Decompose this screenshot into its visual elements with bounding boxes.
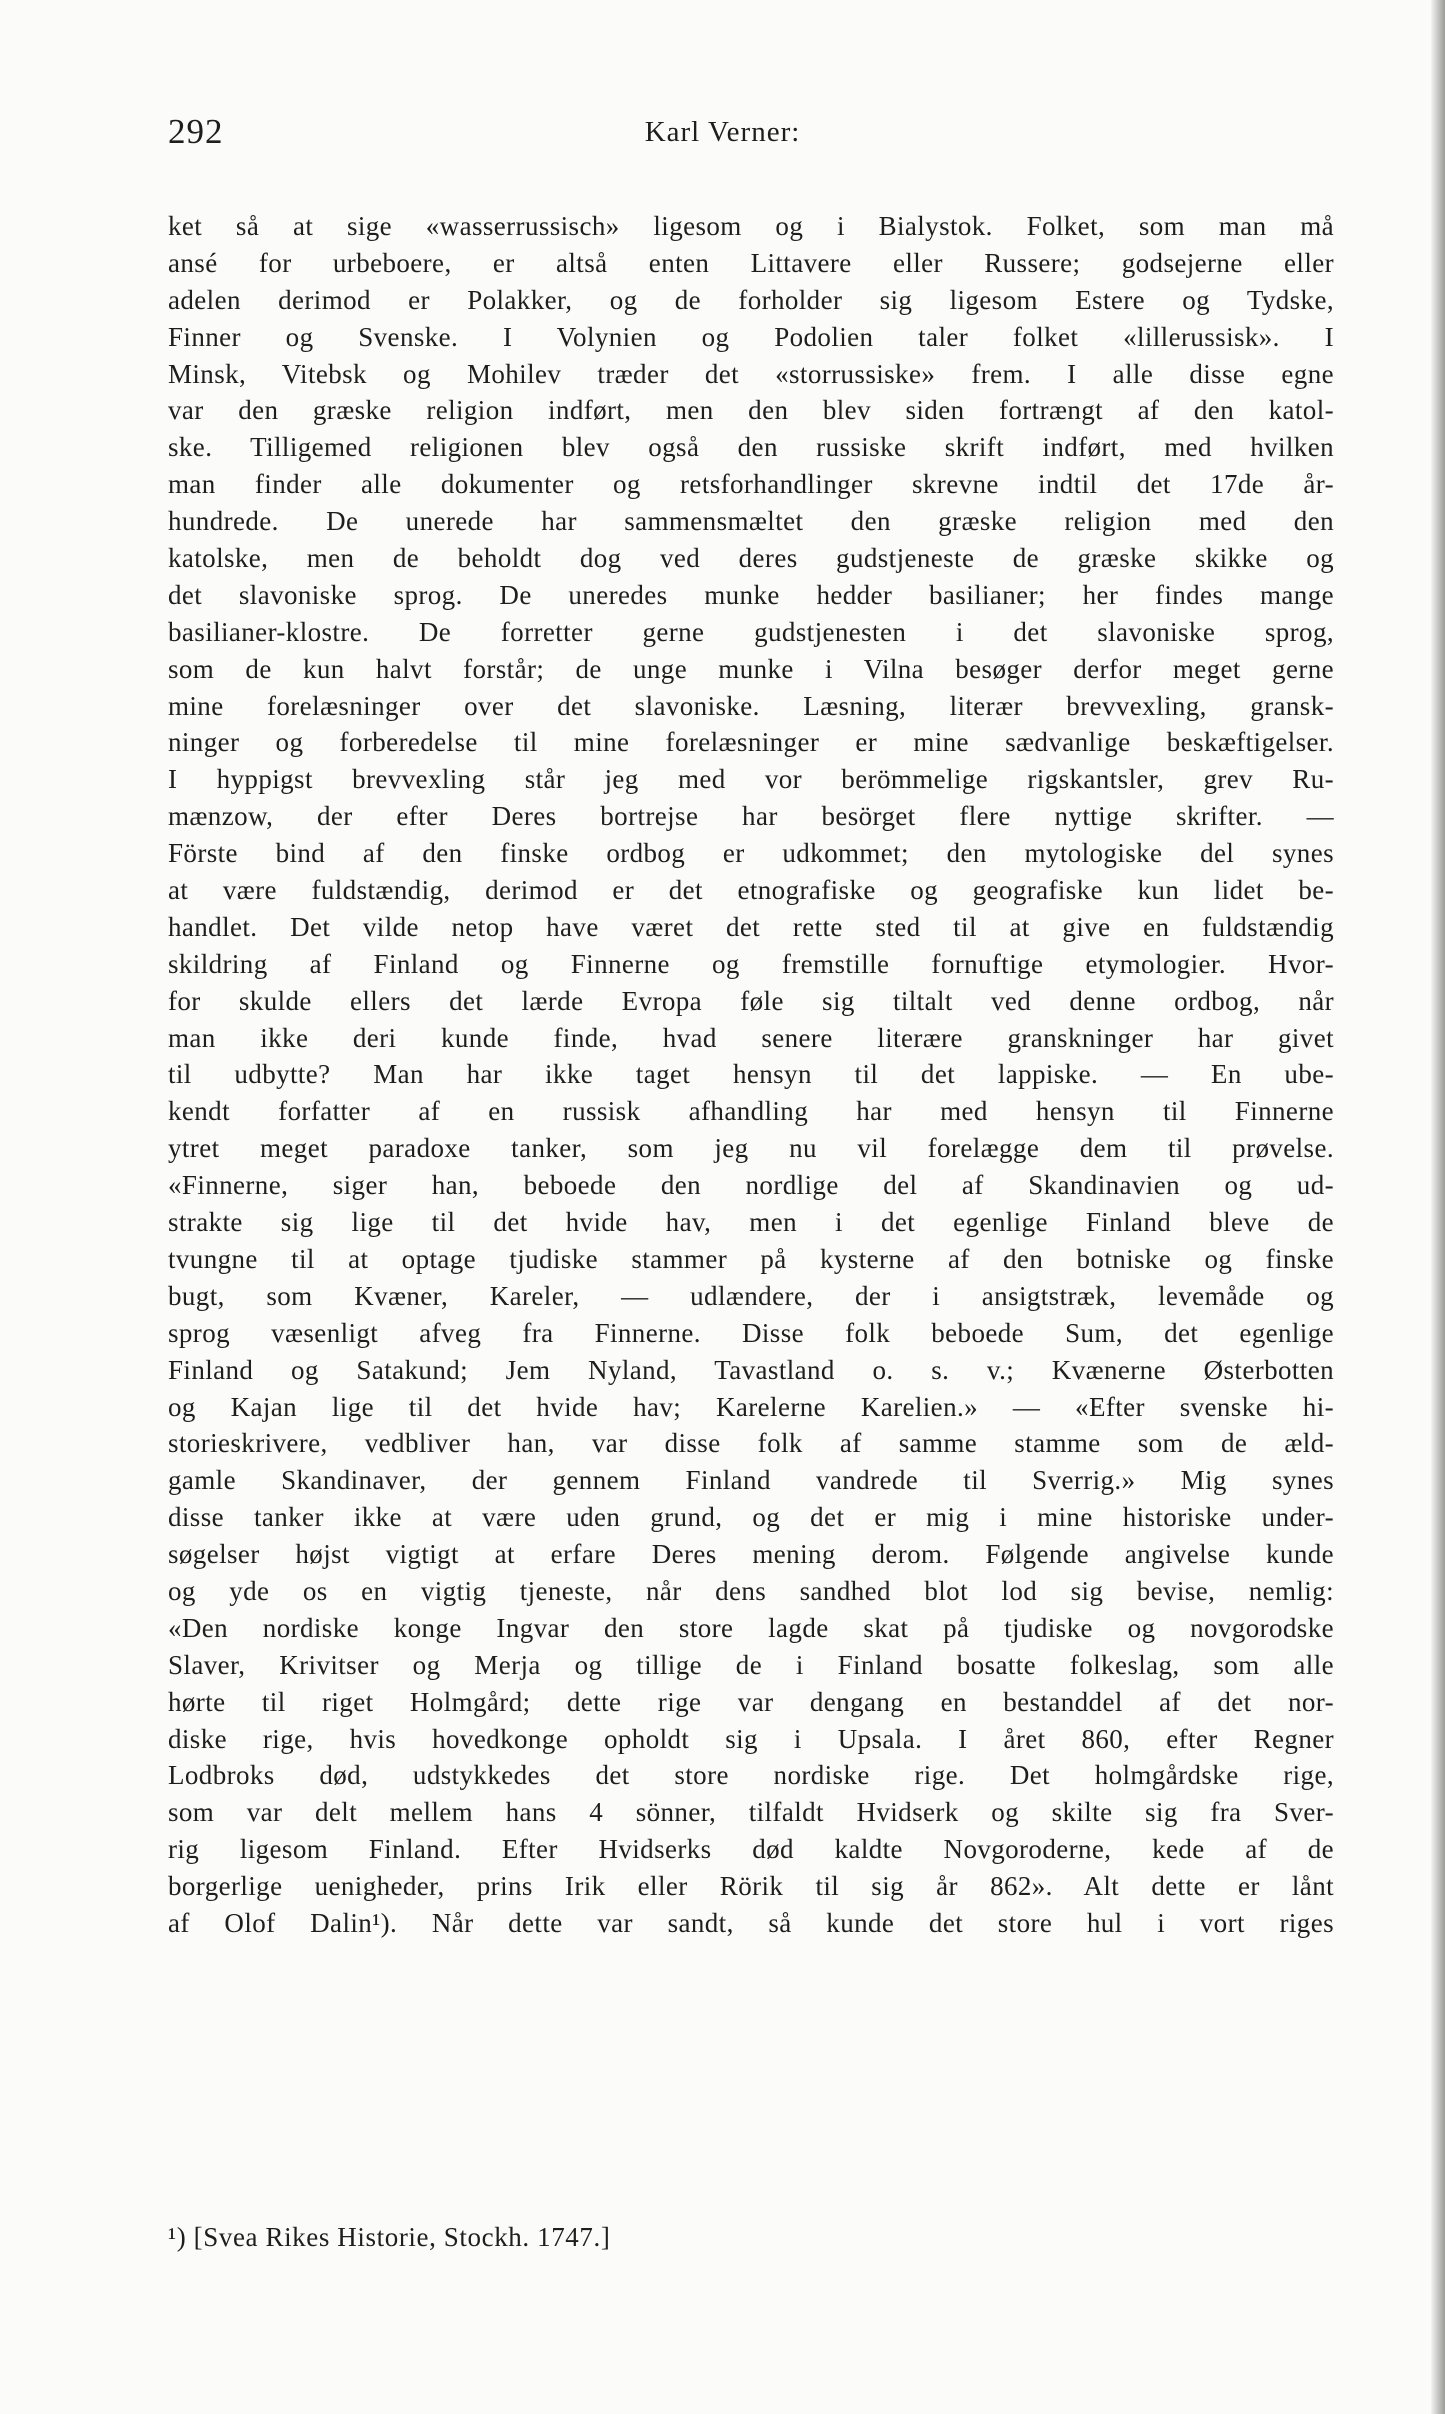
text-line: «Den nordiske konge Ingvar den store lagde skat på tjudiske og novgorodske (168, 1612, 1334, 1643)
text-line: Förste bind af den finske ordbog er udkommet; den mytologiske del synes (168, 838, 1334, 869)
page-edge-shadow (1431, 0, 1445, 2414)
running-head: Karl Verner: (644, 116, 801, 148)
text-line: strakte sig lige til det hvide hav, men i det egenlige Finland bleve de (168, 1207, 1334, 1238)
text-line: disse tanker ikke at være uden grund, og det er mig i mine historiske under- (168, 1502, 1334, 1533)
text-line: af Olof Dalin¹). Når dette var sandt, så kunde det store hul i vort riges (168, 1907, 1334, 1938)
text-line: og Kajan lige til det hvide hav; Karelerne Karelien.» — «Efter svenske hi- (168, 1391, 1334, 1422)
text-line: til udbytte? Man har ikke taget hensyn til det lappiske. — En ube- (168, 1059, 1334, 1090)
body-text (168, 208, 1334, 1942)
text-line: Minsk, Vitebsk og Mohilev træder det «storrussiske» frem. I alle disse egne (168, 358, 1334, 389)
text-line: skildring af Finland og Finnerne og fremstille fornuftige etymologier. Hvor- (168, 948, 1334, 979)
text-line: ske. Tilligemed religionen blev også den russiske skrift indført, med hvilken (168, 432, 1334, 463)
text-line: ninger og forberedelse til mine forelæsninger er mine sædvanlige beskæftigelser. (168, 727, 1334, 758)
text-line: I hyppigst brevvexling står jeg med vor berömmelige rigskantsler, grev Ru- (168, 764, 1334, 795)
text-line: mine forelæsninger over det slavoniske. Læsning, literær brevvexling, gransk- (168, 690, 1334, 721)
text-line: som var delt mellem hans 4 sönner, tilfaldt Hvidserk og skilte sig fra Sver- (168, 1797, 1334, 1828)
text-line: handlet. Det vilde netop have været det rette sted til at give en fuldstændig (168, 911, 1334, 942)
text-line: søgelser højst vigtigt at erfare Deres mening derom. Følgende angivelse kunde (168, 1539, 1334, 1570)
text-line: diske rige, hvis hovedkonge opholdt sig i Upsala. I året 860, efter Regner (168, 1723, 1334, 1754)
text-line: Slaver, Krivitser og Merja og tillige de i Finland bosatte folkeslag, som alle (168, 1649, 1334, 1680)
text-line: mænzow, der efter Deres bortrejse har besörget flere nyttige skrifter. — (168, 801, 1334, 832)
text-line: man finder alle dokumenter og retsforhandlinger skrevne indtil det 17de år- (168, 469, 1334, 500)
text-line: sprog væsenligt afveg fra Finnerne. Disse folk beboede Sum, det egenlige (168, 1317, 1334, 1348)
text-line: hørte til riget Holmgård; dette rige var dengang en bestanddel af det nor- (168, 1686, 1334, 1717)
text-line: Finland og Satakund; Jem Nyland, Tavastland o. s. v.; Kvænerne Østerbotten (168, 1354, 1334, 1385)
text-line: for skulde ellers det lærde Evropa føle sig tiltalt ved denne ordbog, når (168, 985, 1334, 1016)
text-line: basilianer-klostre. De forretter gerne gudstjenesten i det slavoniske sprog, (168, 616, 1334, 647)
footnote: ¹) [Svea Rikes Historie, Stockh. 1747.] (168, 2222, 611, 2252)
text-line: ytret meget paradoxe tanker, som jeg nu vil forelægge dem til prøvelse. (168, 1133, 1334, 1164)
text-line: bugt, som Kvæner, Kareler, — udlændere, der i ansigtstræk, levemåde og (168, 1280, 1334, 1311)
text-line: kendt forfatter af en russisk afhandling har med hensyn til Finnerne (168, 1096, 1334, 1127)
text-line: katolske, men de beholdt dog ved deres gudstjeneste de græske skikke og (168, 543, 1334, 574)
page-number: 292 (168, 112, 224, 151)
text-line: tvungne til at optage tjudiske stammer på kysterne af den botniske og finske (168, 1243, 1334, 1274)
text-line: hundrede. De unerede har sammensmæltet den græske religion med den (168, 506, 1334, 537)
text-line: man ikke deri kunde finde, hvad senere literære granskninger har givet (168, 1022, 1334, 1053)
text-line: adelen derimod er Polakker, og de forholder sig ligesom Estere og Tydske, (168, 284, 1334, 315)
text-line: borgerlige uenigheder, prins Irik eller Rörik til sig år 862». Alt dette er lånt (168, 1871, 1334, 1902)
text-line: «Finnerne, siger han, beboede den nordlige del af Skandinavien og ud- (168, 1170, 1334, 1201)
text-line: som de kun halvt forstår; de unge munke i Vilna besøger derfor meget gerne (168, 653, 1334, 684)
text-line: storieskrivere, vedbliver han, var disse folk af samme stamme som de æld- (168, 1428, 1334, 1459)
text-line: det slavoniske sprog. De uneredes munke hedder basilianer; her findes mange (168, 579, 1334, 610)
text-line: at være fuldstændig, derimod er det etnografiske og geografiske kun lidet be- (168, 875, 1334, 906)
text-line: og yde os en vigtig tjeneste, når dens sandhed blot lod sig bevise, nemlig: (168, 1575, 1334, 1606)
text-line: Lodbroks død, udstykkedes det store nordiske rige. Det holmgårdske rige, (168, 1760, 1334, 1791)
text-line: Finner og Svenske. I Volynien og Podolien taler folket «lillerussisk». I (168, 321, 1334, 352)
text-line: rig ligesom Finland. Efter Hvidserks død kaldte Novgoroderne, kede af de (168, 1834, 1334, 1865)
text-line: ket så at sige «wasserrussisch» ligesom og i Bialystok. Folket, som man må (168, 211, 1334, 241)
text-line: var den græske religion indført, men den blev siden fortrængt af den katol- (168, 395, 1334, 426)
text-line: gamle Skandinaver, der gennem Finland vandrede til Sverrig.» Mig synes (168, 1465, 1334, 1496)
text-line: ansé for urbeboere, er altså enten Littavere eller Russere; godsejerne eller (168, 247, 1334, 278)
